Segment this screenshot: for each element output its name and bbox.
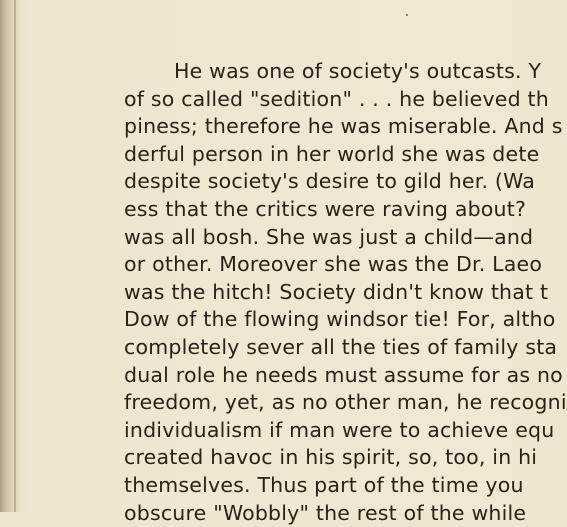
text-line-12: dual role he needs must assume for as no <box>124 362 512 390</box>
text-line-17: obscure "Wobbly" the rest of the while <box>124 500 512 527</box>
paper-speck <box>406 14 408 16</box>
binding-shadow <box>0 0 22 512</box>
text-line-11: completely sever all the ties of family sta <box>124 334 512 362</box>
text-line-9: was the hitch! Society didn't know that t <box>124 279 512 307</box>
text-line-13: freedom, yet, as no other man, he recogni <box>124 389 512 417</box>
text-line-6: ess that the critics were raving about? <box>124 196 512 224</box>
text-line-5: despite society's desire to gild her. (Wa <box>124 168 512 196</box>
text-line-15: created havoc in his spirit, so, too, in hi <box>124 444 512 472</box>
text-line-8: or other. Moreover she was the Dr. Laeo <box>124 251 512 279</box>
text-line-10: Dow of the flowing windsor tie! For, altho <box>124 306 512 334</box>
text-line-16: themselves. Thus part of the time you <box>124 472 512 500</box>
binding-line <box>14 0 16 512</box>
text-line-14: individualism if man were to achieve equ <box>124 417 512 445</box>
text-line-4: derful person in her world she was dete <box>124 141 512 169</box>
text-line-7: was all bosh. She was just a child—and <box>124 224 512 252</box>
text-line-3: piness; therefore he was miserable. And s <box>124 113 512 141</box>
body-text <box>124 58 512 527</box>
text-line-2: of so called "sedition" . . . he believed th <box>124 86 512 114</box>
text-line-1: He was one of society's outcasts. Y <box>124 58 512 86</box>
